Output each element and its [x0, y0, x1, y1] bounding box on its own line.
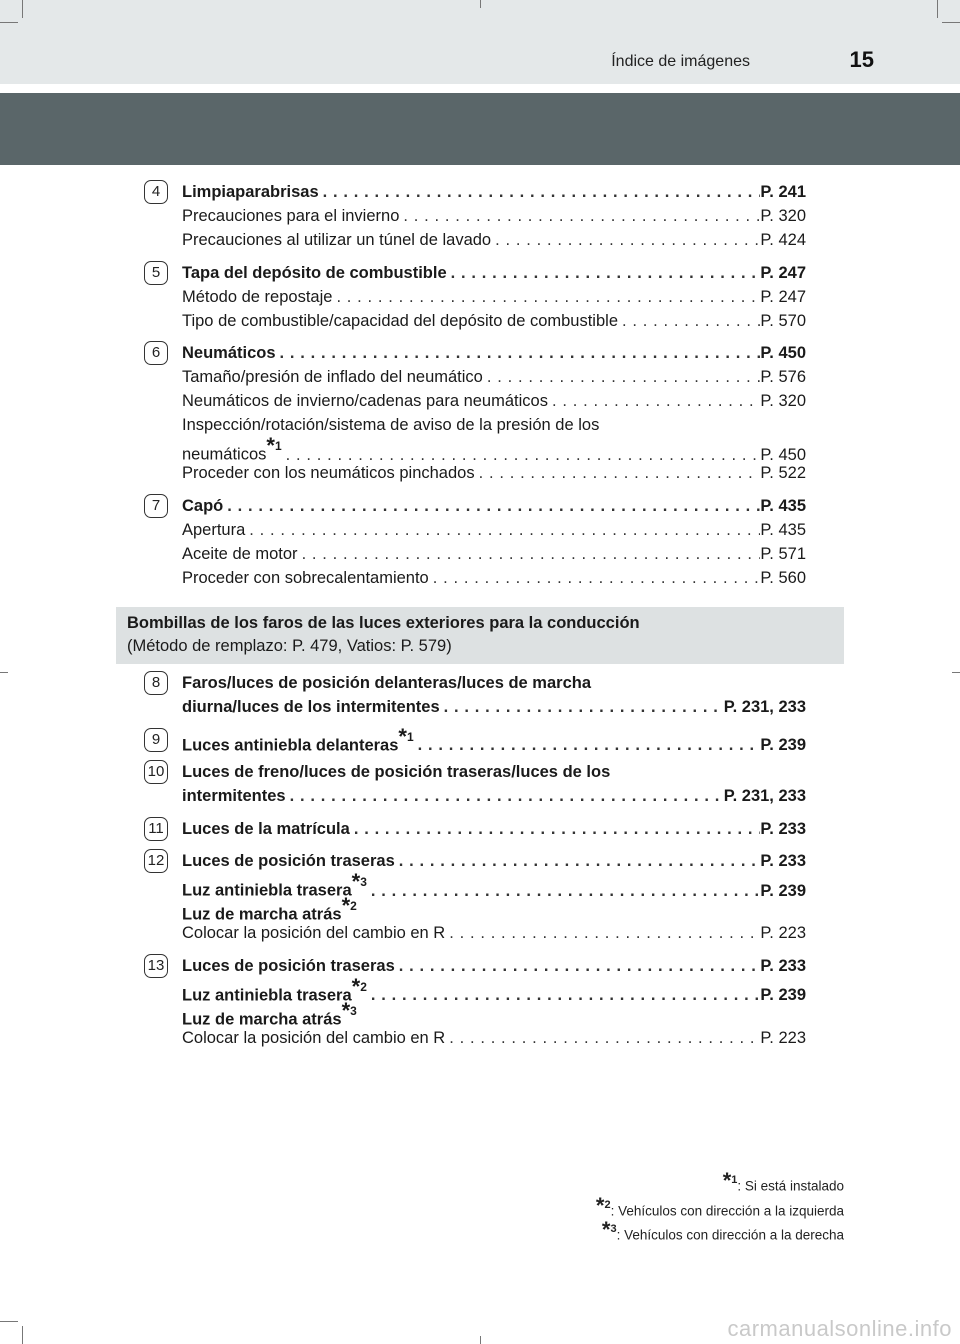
page-ref[interactable]: P. 247 — [760, 287, 806, 306]
entry-label — [182, 921, 445, 945]
crop-mark — [480, 0, 481, 8]
entry-label — [182, 566, 429, 590]
entry-label-text: Apertura — [182, 520, 246, 539]
asterisk-mark: * — [266, 433, 275, 458]
index-entry — [182, 261, 806, 285]
leader-dots — [286, 784, 724, 808]
index-entry — [182, 566, 806, 590]
page-ref[interactable]: P. 223 — [760, 1028, 806, 1047]
entry-label-text: Neumáticos de invierno/cadenas para neumáticos — [182, 392, 548, 410]
footnote-number: 3 — [610, 1223, 617, 1235]
item-number-badge: 6 — [144, 341, 168, 365]
page-ref[interactable]: P. 320 — [760, 392, 806, 410]
index-group — [0, 180, 960, 252]
index-entry — [182, 817, 806, 841]
leader-dots — [399, 204, 760, 228]
page-ref[interactable]: P. 231, 233 — [723, 698, 806, 716]
footnote-ref: 3 — [350, 1003, 357, 1018]
entry-label — [182, 261, 447, 285]
index-entry — [182, 365, 806, 389]
entry-label-text: Colocar la posición del cambio en R — [182, 1028, 446, 1047]
leader-dots — [548, 389, 760, 413]
index-entry — [182, 869, 806, 900]
entry-label — [182, 228, 491, 252]
crop-mark — [480, 1336, 481, 1344]
crop-mark — [0, 1321, 18, 1322]
page-ref[interactable]: P. 522 — [760, 464, 806, 482]
asterisk-mark: * — [351, 869, 361, 894]
index-group — [0, 849, 960, 945]
entry-label-text: Tipo de combustible/capacidad del depósito de combustible — [182, 311, 618, 330]
entry-label-text: Inspección/rotación/sistema de aviso de la presión de los — [182, 416, 600, 434]
leader-dots — [447, 261, 761, 285]
entry-label-text: Faros/luces de posición delanteras/luces de marcha — [182, 674, 591, 692]
section-title: Índice de imágenes — [611, 53, 750, 70]
index-entry — [182, 893, 806, 924]
page-ref[interactable]: P. 450 — [760, 344, 806, 362]
asterisk-mark: * — [398, 723, 407, 749]
entry-label — [182, 760, 610, 784]
crop-mark — [942, 22, 960, 23]
entry-label — [182, 341, 276, 365]
index-entry — [182, 389, 806, 413]
index-entry — [182, 341, 806, 365]
entry-label — [182, 695, 440, 719]
image-placeholder-band — [0, 93, 960, 165]
entry-label — [182, 954, 395, 978]
entry-label-text: Tapa del depósito de combustible — [182, 263, 447, 282]
item-number-badge: 8 — [144, 671, 168, 695]
page-ref[interactable]: P. 239 — [760, 736, 806, 754]
index-entry — [182, 671, 806, 695]
page-ref[interactable]: P. 233 — [760, 852, 806, 870]
leader-dots — [440, 695, 724, 719]
entry-label — [182, 309, 618, 333]
footnotes — [595, 1168, 844, 1246]
section-band — [116, 607, 844, 664]
index-entry — [182, 973, 806, 1004]
page-ref[interactable]: P. 435 — [760, 520, 806, 539]
entry-label-text: Precauciones para el invierno — [182, 207, 400, 225]
footnote-text: : Si está instalado — [737, 1178, 844, 1194]
index-entry — [182, 494, 806, 518]
index-group — [0, 954, 960, 1050]
asterisk-mark: * — [595, 1192, 605, 1218]
entry-label-text: Precauciones al utilizar un túnel de lavado — [182, 231, 492, 249]
entry-label-text: neumáticos — [182, 445, 267, 464]
entry-label — [182, 204, 399, 228]
leader-dots — [395, 954, 761, 978]
index-entry — [182, 461, 806, 485]
index-entry — [182, 204, 806, 228]
index-group — [0, 671, 960, 719]
entry-label-text: Método de repostaje — [182, 287, 333, 306]
item-number-badge: 13 — [144, 954, 168, 978]
index-entry — [182, 285, 806, 309]
item-number-badge: 11 — [144, 817, 168, 841]
footnote-ref: 1 — [406, 729, 414, 744]
item-number-badge: 7 — [144, 494, 168, 518]
leader-dots — [445, 921, 760, 945]
leader-dots — [276, 341, 761, 365]
entry-label-text: Tamaño/presión de inflado del neumático — [182, 368, 483, 386]
footnote — [596, 1217, 844, 1246]
index-entry — [182, 997, 806, 1028]
footnote-number: 2 — [604, 1198, 611, 1211]
entry-label-text: Luces de la matrícula — [182, 819, 350, 838]
index-list-top — [0, 180, 960, 598]
entry-label-text: Proceder con sobrecalentamiento — [182, 568, 429, 587]
entry-label — [182, 494, 223, 518]
crop-mark — [0, 22, 18, 23]
index-entry — [182, 723, 806, 754]
page-ref[interactable]: P. 320 — [760, 207, 806, 225]
leader-dots — [445, 1026, 760, 1050]
entry-label-text: intermitentes — [182, 787, 286, 805]
index-entry — [182, 542, 806, 566]
footnote-ref: 2 — [350, 899, 357, 913]
entry-label-text: diurna/luces de los intermitentes — [182, 698, 440, 716]
item-number-badge: 4 — [144, 180, 168, 204]
leader-dots — [350, 817, 761, 841]
index-group — [0, 261, 960, 333]
entry-label-text: Limpiaparabrisas — [182, 183, 319, 201]
page-ref[interactable]: P. 239 — [760, 881, 806, 900]
watermark: carmanualsonline.info — [727, 1316, 952, 1341]
leader-dots — [618, 309, 760, 333]
index-entry — [182, 1026, 806, 1050]
index-entry — [182, 518, 806, 542]
index-entry — [182, 849, 806, 873]
entry-label — [182, 1026, 445, 1050]
page-ref[interactable]: P. 560 — [760, 568, 806, 587]
entry-label-text: Luces de posición traseras — [182, 956, 395, 975]
leader-dots — [319, 180, 761, 204]
page-number: 15 — [849, 47, 874, 72]
entry-label-text: Proceder con los neumáticos pinchados — [182, 464, 475, 482]
page-ref[interactable]: P. 450 — [760, 445, 806, 464]
entry-label — [182, 723, 414, 758]
index-entry — [182, 695, 806, 719]
entry-label-text: Luz de marcha atrás — [182, 905, 342, 924]
footnote-number: 1 — [731, 1174, 738, 1186]
index-entry — [182, 413, 806, 437]
leader-dots — [475, 461, 761, 485]
entry-label-text: Luces de posición traseras — [182, 852, 395, 870]
entry-label-text: Luz antiniebla trasera — [182, 986, 352, 1004]
entry-label-text: Neumáticos — [182, 344, 276, 362]
entry-label-text: Luces antiniebla delanteras — [182, 736, 399, 754]
page-ref[interactable]: P. 223 — [760, 924, 806, 942]
index-group — [0, 341, 960, 485]
leader-dots — [223, 494, 760, 518]
page-ref[interactable]: P. 435 — [760, 496, 806, 515]
entry-label — [182, 365, 483, 389]
page-ref[interactable]: P. 239 — [760, 986, 806, 1004]
footnote-ref: 3 — [360, 875, 367, 889]
entry-label — [182, 518, 245, 542]
index-entry — [182, 784, 806, 808]
index-list-bottom — [0, 671, 960, 1058]
entry-label — [182, 461, 475, 485]
entry-label-text: Capó — [182, 496, 224, 515]
entry-label — [182, 671, 591, 695]
entry-label-text: Colocar la posición del cambio en R — [182, 924, 446, 942]
leader-dots — [414, 733, 761, 757]
entry-label — [182, 413, 599, 437]
page-ref[interactable]: P. 576 — [760, 368, 806, 386]
entry-label — [182, 285, 332, 309]
entry-label-text: Aceite de motor — [182, 544, 298, 563]
leader-dots — [332, 285, 760, 309]
asterisk-mark: * — [341, 893, 351, 918]
leader-dots — [395, 849, 761, 873]
footnote-text: : Vehículos con dirección a la derecha — [616, 1227, 844, 1243]
index-entry — [182, 180, 806, 204]
item-number-badge: 12 — [144, 849, 168, 873]
crop-mark — [22, 0, 23, 18]
asterisk-mark: * — [341, 997, 351, 1023]
crop-mark — [937, 0, 938, 18]
item-number-badge: 10 — [144, 760, 168, 784]
section-band-title: Bombillas de los faros de las luces exteriores para la conducción — [127, 614, 640, 632]
index-entry — [182, 309, 806, 333]
page-ref[interactable]: P. 241 — [760, 183, 806, 201]
index-entry — [182, 921, 806, 945]
entry-label — [182, 784, 286, 808]
page-ref[interactable]: P. 570 — [760, 311, 806, 330]
footnote-ref: 2 — [360, 979, 367, 994]
asterisk-mark: * — [601, 1217, 611, 1242]
entry-label — [182, 849, 395, 873]
crop-mark — [22, 1326, 23, 1344]
page-ref[interactable]: P. 247 — [760, 263, 806, 282]
page-ref[interactable]: P. 231, 233 — [723, 787, 806, 805]
page-ref[interactable]: P. 571 — [760, 544, 806, 563]
index-entry — [182, 433, 806, 464]
entry-label — [182, 817, 350, 841]
index-group — [0, 494, 960, 590]
page-ref[interactable]: P. 233 — [760, 819, 806, 838]
asterisk-mark: * — [351, 973, 361, 999]
section-band-subtitle: (Método de remplazo: P. 479, Vatios: P. 579) — [127, 637, 452, 655]
header-band — [0, 0, 960, 84]
index-entry — [182, 228, 806, 252]
leader-dots — [429, 566, 761, 590]
entry-label-text: Luces de freno/luces de posición traseras/luces de los — [182, 763, 611, 781]
asterisk-mark: * — [722, 1168, 732, 1193]
index-entry — [182, 954, 806, 978]
index-group — [0, 817, 960, 841]
item-number-badge: 5 — [144, 261, 168, 285]
page-ref[interactable]: P. 424 — [760, 231, 806, 249]
index-entry — [182, 760, 806, 784]
footnote — [596, 1168, 844, 1197]
leader-dots — [298, 542, 761, 566]
entry-label-text: Luz antiniebla trasera — [182, 881, 352, 900]
footnote-ref: 1 — [274, 439, 282, 453]
leader-dots — [483, 365, 761, 389]
leader-dots — [245, 518, 760, 542]
entry-label — [182, 389, 548, 413]
entry-label — [182, 180, 319, 204]
index-group — [0, 760, 960, 808]
index-group — [0, 723, 960, 754]
footnote-text: : Vehículos con dirección a la izquierda — [610, 1203, 844, 1218]
footnote — [595, 1192, 844, 1222]
entry-label-text: Luz de marcha atrás — [182, 1010, 342, 1028]
leader-dots — [491, 228, 760, 252]
item-number-badge: 9 — [144, 728, 168, 752]
entry-label — [182, 542, 298, 566]
page-ref[interactable]: P. 233 — [760, 956, 806, 975]
